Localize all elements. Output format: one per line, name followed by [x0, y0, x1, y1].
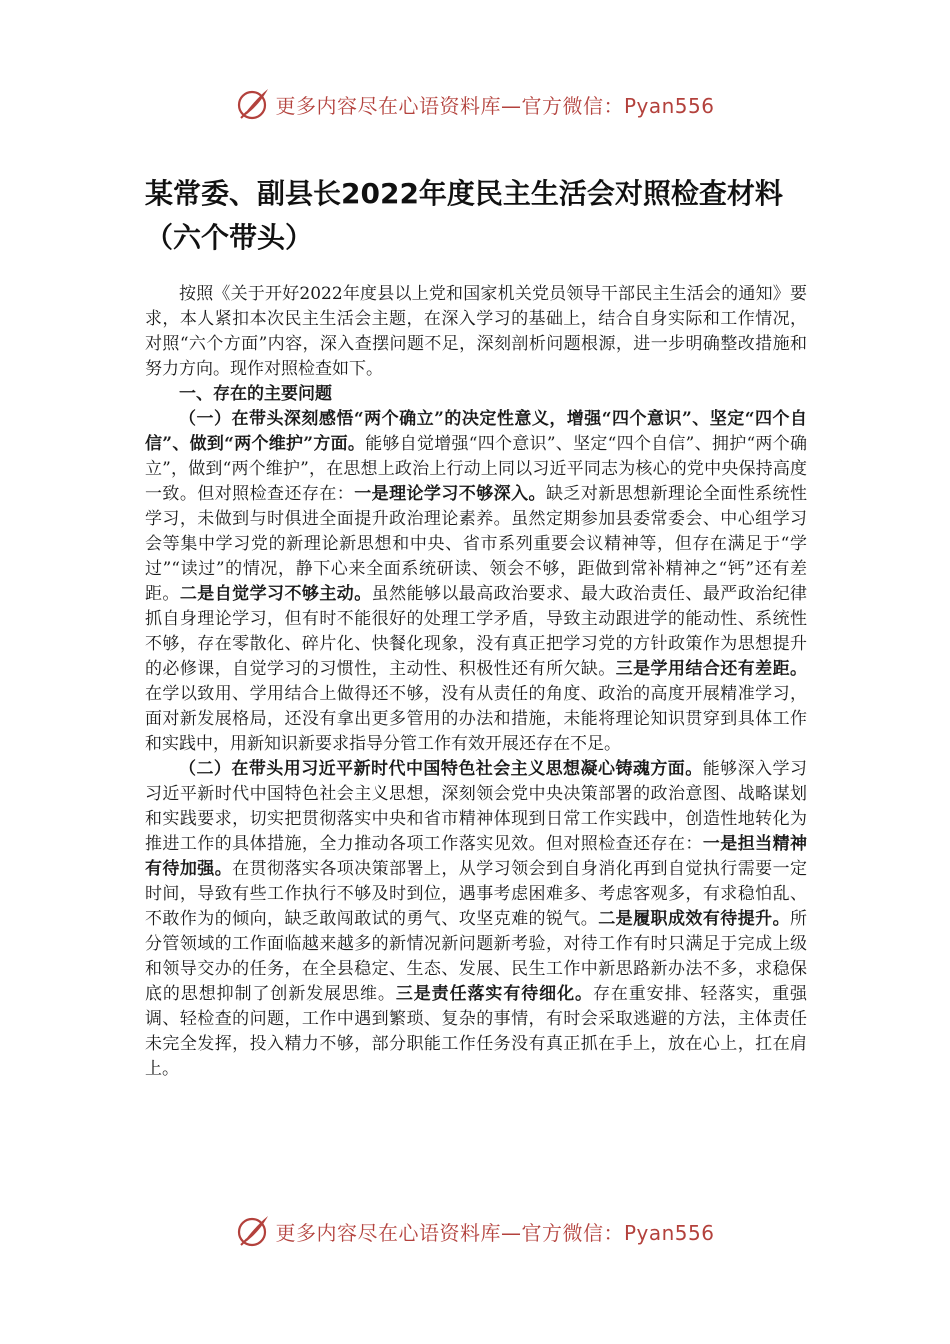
- watermark-text: 更多内容尽在心语资料库—官方微信：Pyan556: [275, 1220, 715, 1245]
- watermark-text: 更多内容尽在心语资料库—官方微信：Pyan556: [275, 93, 715, 118]
- quill-circle-icon: [235, 1213, 271, 1249]
- item-1-text-3: 虽然能够以最高政治要求、最大政治责任、最严政治纪律抓自身理论学习，但有时不能很好的处理工学矛盾，导致主动跟进学的能动性、系统性不够，存在零散化、碎片化、快餐化现象，没有真正把学习党的方针政策作为思想提升的必修课，自觉学习的习惯性，主动性、积极性还有所欠缺。: [145, 584, 808, 679]
- title-line-2: （六个带头）: [145, 221, 314, 254]
- intro-paragraph: 按照《关于开好2022年度县以上党和国家机关党员领导干部民主生活会的通知》要求，本人紧扣本次民主生活会主题，在深入学习的基础上，结合自身实际和工作情况，对照“六个方面”内容，深入查摆问题不足，深刻剖析问题根源，进一步明确整改措施和努力方向。现作对照检查如下。: [145, 284, 807, 379]
- document-title: [145, 172, 825, 260]
- header-watermark-banner: [0, 84, 950, 124]
- item-2-text-4: 存在重安排、轻落实，重强调、轻检查的问题，工作中遇到繁琐、复杂的事情，有时会采取逃避的方法，主体责任未完全发挥，投入精力不够，部分职能工作任务没有真正抓在手上，放在心上，扛在肩上。: [145, 984, 808, 1079]
- quill-circle-icon: [235, 86, 271, 122]
- item-2-point-1: 一是担当精神有待加强。: [145, 834, 808, 879]
- item-2-point-2: 二是履职成效有待提升。: [598, 909, 791, 929]
- document-body: [145, 282, 807, 1082]
- item-2-paragraph: [145, 757, 807, 1082]
- item-1-paragraph: [145, 407, 807, 757]
- item-2-text-3: 所分管领域的工作面临越来越多的新情况新问题新考验，对待工作有时只满足于完成上级和领导交办的任务，在全县稳定、生态、发展、民生工作中新思路新办法不多，求稳保底的思想抑制了创新发展思维。: [145, 909, 808, 1004]
- item-1-text-2: 缺乏对新思想新理论全面性系统性学习，未做到与时俱进全面提升政治理论素养。虽然定期参加县委常委会、中心组学习会等集中学习党的新理论新思想和中央、省市系列重要会议精神等，但存在满足于“学过”“读过”的情况，静下心来全面系统研读、领会不够，距做到常补精神之“钙”还有差距。: [145, 484, 808, 604]
- section-heading: 一、存在的主要问题: [179, 384, 332, 404]
- item-1-text: 能够自觉增强“四个意识”、坚定“四个自信”、拥护“两个确立”，做到“两个维护”，在思想上政治上行动上同以习近平同志为核心的党中央保持高度一致。但对照检查还存在：: [145, 434, 807, 504]
- footer-watermark-banner: [0, 1211, 950, 1251]
- item-2-text-2: 在贯彻落实各项决策部署上，从学习领会到自身消化再到自觉执行需要一定时间，导致有些工作执行不够及时到位，遇事考虑困难多、考虑客观多，有求稳怕乱、不敢作为的倾向，缺乏敢闯敢试的勇气、攻坚克难的锐气。: [145, 859, 808, 929]
- item-2-heading: （二）在带头用习近平新时代中国特色社会主义思想凝心铸魂方面。: [179, 759, 703, 779]
- item-1-point-3: 三是学用结合还有差距。: [615, 659, 808, 679]
- item-1-point-2: 二是自觉学习不够主动。: [179, 584, 372, 604]
- item-1-heading: （一）在带头深刻感悟“两个确立”的决定性意义，增强“四个意识”、坚定“四个自信”、做到“两个维护”方面。: [145, 409, 807, 454]
- title-line-1: 某常委、副县长2022年度民主生活会对照检查材料: [145, 177, 783, 210]
- item-2-point-3: 三是责任落实有待细化。: [395, 984, 593, 1004]
- item-1-point-1: 一是理论学习不够深入。: [354, 484, 546, 504]
- item-1-text-4: 在学以致用、学用结合上做得还不够，没有从责任的角度、政治的高度开展精准学习，面对新发展格局，还没有拿出更多管用的办法和措施，未能将理论知识贯穿到具体工作和实践中，用新知识新要求指导分管工作有效开展还存在不足。: [145, 684, 807, 754]
- item-2-text: 能够深入学习习近平新时代中国特色社会主义思想，深刻领会党中央决策部署的政治意图、战略谋划和实践要求，切实把贯彻落实中央和省市精神体现到日常工作实践中，创造性地转化为推进工作的具体措施，全力推动各项工作落实见效。但对照检查还存在：: [145, 759, 808, 854]
